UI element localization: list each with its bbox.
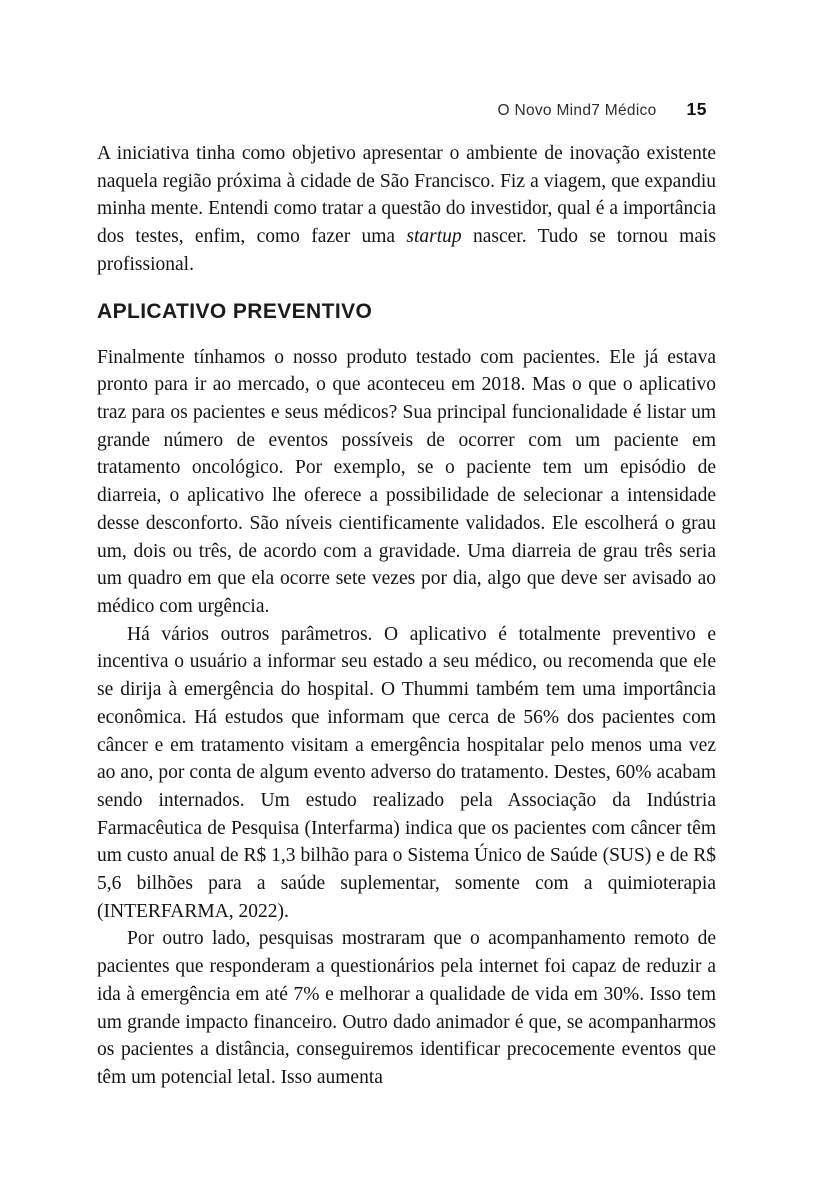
page-number: 15 <box>686 99 707 119</box>
paragraph <box>97 925 716 1091</box>
page-header <box>97 99 707 120</box>
paragraph <box>97 344 716 621</box>
running-title: O Novo Mind7 Médico <box>497 102 657 119</box>
section-heading: APLICATIVO PREVENTIVO <box>97 299 373 323</box>
paragraph <box>97 621 716 926</box>
paragraph <box>97 140 716 279</box>
page-body <box>97 140 716 1092</box>
text-segment: Finalmente tínhamos o nosso produto testado com pacientes. Ele já estava pronto para ir ao mercado, o que aconteceu em 2018. Mas o que o aplicativo traz para os pacientes e seus médicos? Sua principal funcionalidade é listar um grande número de eventos possíveis de ocorrer com um paciente em tratamento oncológico. Por exemplo, se o paciente tem um episódio de diarreia, o aplicativo lhe oferece a possibilidade de selecionar a intensidade desse desconforto. São níveis cientificamente validados. Ele escolherá o grau um, dois ou três, de acordo com a gravidade. Uma diarreia de grau três seria um quadro em que ela ocorre sete vezes por dia, algo que deve ser avisado ao médico com urgência. <box>97 346 716 617</box>
text-segment: Por outro lado, pesquisas mostraram que o acompanhamento remoto de pacientes que responderam a questionários pela internet foi capaz de reduzir a ida à emergência em até 7% e melhorar a qualidade de vida em 30%. Isso tem um grande impacto financeiro. Outro dado animador é que, se acompanharmos os pacientes a distância, conseguiremos identificar precocemente eventos que têm um potencial letal. Isso aumenta <box>97 928 716 1088</box>
intro-paragraphs <box>97 140 716 279</box>
italic-text-segment: startup <box>406 226 462 248</box>
text-segment: nascer. Tudo se tornou mais profissional. <box>97 226 716 275</box>
section-paragraphs <box>97 344 716 1092</box>
text-segment: A iniciativa tinha como objetivo apresentar o ambiente de inovação existente naquela região próxima à cidade de São Francisco. Fiz a viagem, que expandiu minha mente. Entendi como tratar a questão do investidor, qual é a importância dos testes, enfim, como fazer uma <box>97 143 716 248</box>
text-segment: Há vários outros parâmetros. O aplicativo é totalmente preventivo e incentiva o usuário a informar seu estado a seu médico, ou recomenda que ele se dirija à emergência do hospital. O Thummi também tem uma importância econômica. Há estudos que informam que cerca de 56% dos pacientes com câncer e em tratamento visitam a emergência hospitalar pelo menos uma vez ao ano, por conta de algum evento adverso do tratamento. Destes, 60% acabam sendo internados. Um estudo realizado pela Associação da Indústria Farmacêutica de Pesquisa (Interfarma) indica que os pacientes com câncer têm um custo anual de R$ 1,3 bilhão para o Sistema Único de Saúde (SUS) e de R$ 5,6 bilhões para a saúde suplementar, somente com a quimioterapia (INTERFARMA, 2022). <box>97 623 716 922</box>
